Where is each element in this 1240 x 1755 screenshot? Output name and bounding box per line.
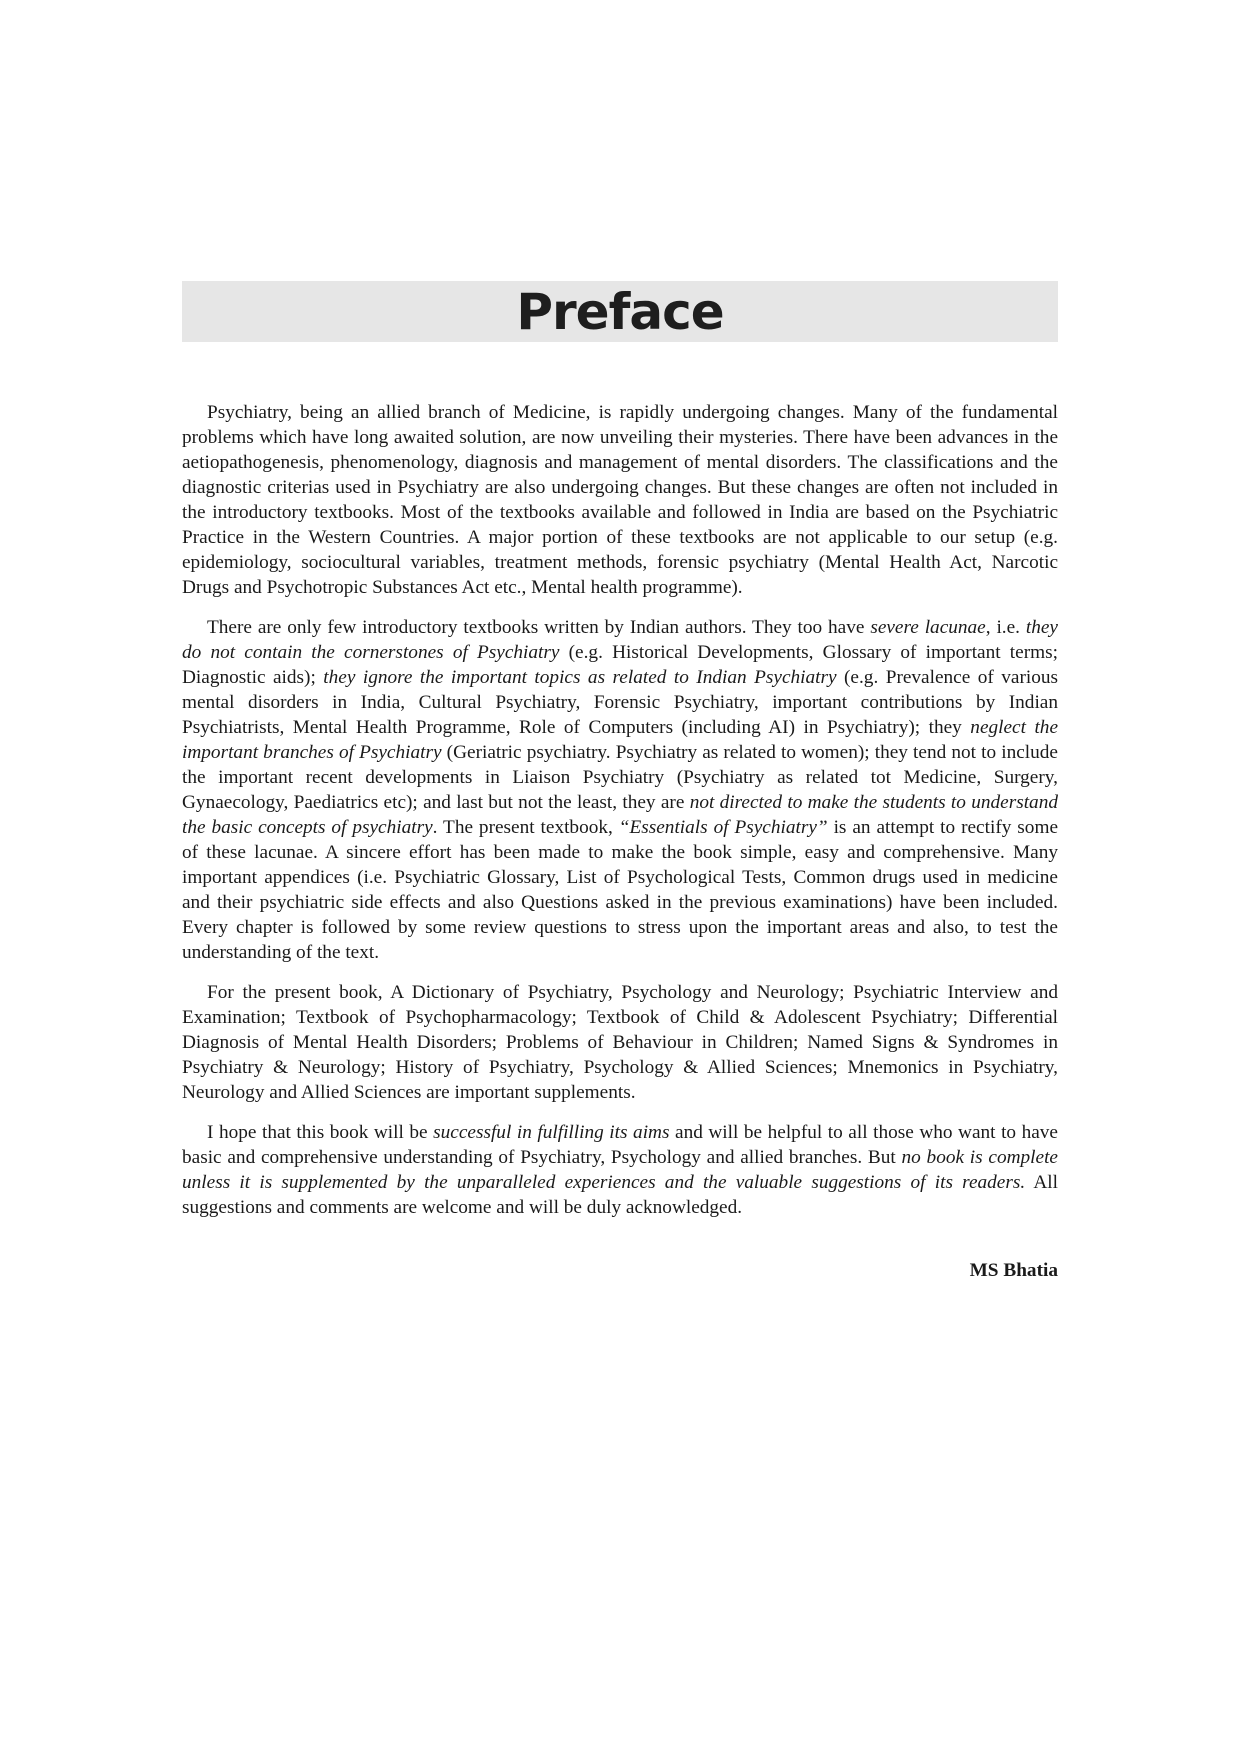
paragraph-text: Psychiatry, being an allied branch of Medicine, is rapidly undergoing changes. Many of the fundamental problems which have long awaited solution, are now unveiling their mysteries. There have been advances in the aetiopathogenesis, phenomenology, diagnosis and management of mental disorders. The classifications and the diagnostic criterias used in Psychiatry are also undergoing changes. But these changes are often not included in the introductory textbooks. Most of the textbooks available and followed in India are based on the Psychiatric Practice in the Western Countries. A major portion of these textbooks are not applicable to our setup (e.g. epidemiology, sociocultural variables, treatment methods, forensic psychiatry (Mental Health Act, Narcotic Drugs and Psychotropic Substances Act etc., Mental health programme). <box>182 402 1058 598</box>
emphasized-text: “Essentials of Psychiatry” <box>618 817 828 838</box>
emphasized-text: they do not contain the cornerstones of Psychiatry <box>182 617 1058 663</box>
emphasized-text: neglect the important branches of Psychiatry <box>182 717 1059 763</box>
paragraph-text: is an attempt to rectify some of these lacunae. A sincere effort has been made to make the book simple, easy and comprehensive. Many important appendices (i.e. Psychiatric Glossary, List of Psychological Tests, Common drugs used in medicine and their psychiatric side effects and also Questions asked in the previous examinations) have been included. Every chapter is followed by some review questions to stress upon the important areas and also, to test the understanding of the text. <box>182 817 1058 963</box>
paragraph-text: , i.e. <box>985 617 1026 638</box>
emphasized-text: severe lacunae <box>870 617 986 638</box>
preface-paragraph <box>182 980 1058 1105</box>
emphasized-text: no book is complete unless it is supplemented by the unparalleled experiences and the valuable suggestions of its readers. <box>182 1147 1058 1193</box>
paragraph-text: I hope that this book will be <box>207 1122 434 1143</box>
emphasized-text: not directed to make the students to understand the basic concepts of psychiatry <box>182 792 1058 838</box>
emphasized-text: they ignore the important topics as related to Indian Psychiatry <box>323 667 837 688</box>
preface-body <box>182 400 1058 1235</box>
paragraph-text: and will be helpful to all those who want to have basic and comprehensive understanding of Psychiatry, Psychology and allied branches. But <box>182 1122 1058 1168</box>
paragraph-text: For the present book, A Dictionary of Psychiatry, Psychology and Neurology; Psychiatric Interview and Examination; Textbook of Psychopharmacology; Textbook of Child & Adolescent Psychiatry; Differential Diagnosis of Mental Health Disorders; Problems of Behaviour in Children; Named Signs & Syndromes in Psychiatry & Neurology; History of Psychiatry, Psychology & Allied Sciences; Mnemonics in Psychiatry, Neurology and Allied Sciences are important supplements. <box>182 982 1058 1103</box>
paragraph-text: (Geriatric psychiatry. Psychiatry as related to women); they tend not to include the important recent developments in Liaison Psychiatry (Psychiatry as related tot Medicine, Surgery, Gynaecology, Paediatrics etc); and last but not the least, they are <box>182 742 1058 813</box>
paragraph-text: (e.g. Historical Developments, Glossary of important terms; Diagnostic aids); <box>182 642 1058 688</box>
title-banner <box>182 281 1058 342</box>
page-title: Preface <box>516 282 724 341</box>
paragraph-text: There are only few introductory textbooks written by Indian authors. They too have <box>207 617 871 638</box>
emphasized-text: successful in fulfilling its aims <box>433 1122 670 1143</box>
author-signature: MS Bhatia <box>969 1260 1058 1281</box>
paragraph-text: (e.g. Prevalence of various mental disorders in India, Cultural Psychiatry, Forensic Psychiatry, important contributions by Indian Psychiatrists, Mental Health Programme, Role of Computers (including AI) in Psychiatry); they <box>182 667 1059 738</box>
paragraph-text: . The present textbook, <box>432 817 619 838</box>
paragraph-text: All suggestions and comments are welcome and will be duly acknowledged. <box>182 1172 1058 1218</box>
preface-paragraph <box>182 615 1058 965</box>
preface-paragraph <box>182 1120 1058 1220</box>
preface-paragraph <box>182 400 1058 600</box>
